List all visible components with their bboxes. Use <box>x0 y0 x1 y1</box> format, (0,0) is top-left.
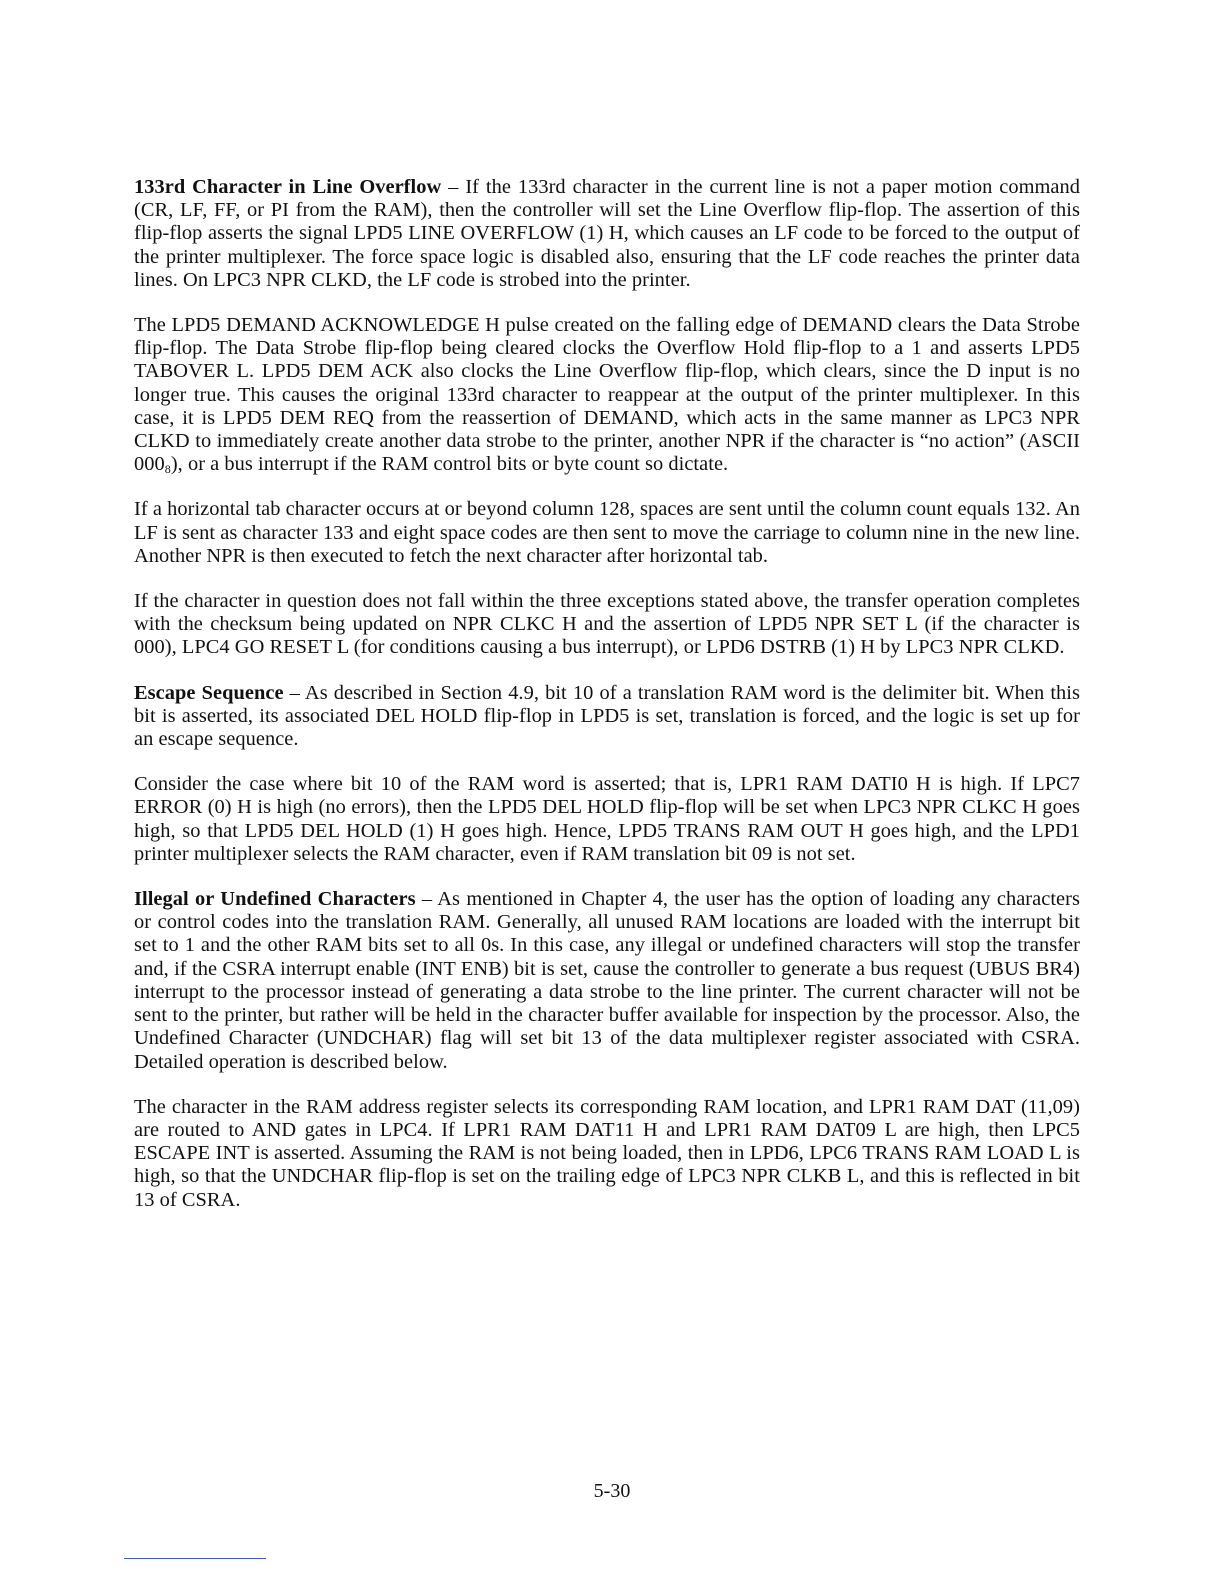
paragraph-text: If the character in question does not fall within the three exceptions stated above, the transfer operation completes with the checksum being updated on NPR CLKC H and the assertion of LPD5 NPR SET L (if the character is 000), LPC4 GO RESET L (for conditions causing a bus interrupt), or LPD6 DSTRB (1) H by LPC3 NPR CLKD. <box>134 590 1080 659</box>
page-body <box>134 176 1080 1234</box>
run-in-heading-illegal-characters: Illegal or Undefined Characters <box>134 888 416 911</box>
page-number: 5-30 <box>593 1480 631 1502</box>
paragraph-text: – If the 133rd character in the current line is not a paper motion command (CR, LF, FF, or PI from the RAM), then the controller will set the Line Overflow flip-flop. The assertion of this flip-flop asserts the signal LPD5 LINE OVERFLOW (1) H, which causes an LF code to be forced to the output of the printer multiplexer. The force space logic is disabled also, ensuring that the LF code reaches the printer data lines. On LPC3 NPR CLKD, the LF code is strobed into the printer. <box>134 176 1080 291</box>
paragraph-escape-sequence <box>134 682 1080 752</box>
paragraph-text: The character in the RAM address register selects its corresponding RAM location, and LPR1 RAM DAT (11,09) are routed to AND gates in LPC4. If LPR1 RAM DAT11 H and LPR1 RAM DAT09 L are high, then LPC5 ESCAPE INT is asserted. Assuming the RAM is not being loaded, then in LPD6, LPC6 TRANS RAM LOAD L is high, so that the UNDCHAR flip-flop is set on the trailing edge of LPC3 NPR CLKB L, and this is reflected in bit 13 of CSRA. <box>134 1095 1080 1211</box>
paragraph-ram-address-register <box>134 1096 1080 1212</box>
paragraph-text: – As mentioned in Chapter 4, the user has the option of loading any characters or control codes into the translation RAM. Generally, all unused RAM locations are loaded with the interrupt bit set to 1 and the other RAM bits set to all 0s. In this case, any illegal or undefined characters will stop the transfer and, if the CSRA interrupt enable (INT ENB) bit is set, cause the controller to generate a bus request (UBUS BR4) interrupt to the processor instead of generating a data strobe to the line printer. The current character will not be sent to the printer, but rather will be held in the character buffer available for inspection by the processor. Also, the Undefined Character (UNDCHAR) flag will set bit 13 of the data multiplexer register associated with CSRA. Detailed operation is described below. <box>134 888 1080 1073</box>
paragraph-text: – As described in Section 4.9, bit 10 of a translation RAM word is the delimiter bit. When this bit is asserted, its associated DEL HOLD flip-flop in LPD5 is set, translation is forced, and the logic is set up for an escape sequence. <box>134 681 1080 751</box>
octal-subscript: 8 <box>164 462 171 477</box>
run-in-heading-line-overflow: 133rd Character in Line Overflow <box>134 176 442 198</box>
paragraph-text: ), or a bus interrupt if the RAM control bits or byte count so dictate. <box>170 453 729 476</box>
paragraph-transfer-completion <box>134 590 1080 660</box>
paragraph-line-overflow <box>134 176 1080 292</box>
run-in-heading-escape-sequence: Escape Sequence <box>134 681 284 704</box>
paragraph-illegal-characters <box>134 888 1080 1074</box>
footer-rule <box>124 1558 266 1559</box>
paragraph-horizontal-tab <box>134 498 1080 568</box>
paragraph-demand-acknowledge <box>134 314 1080 476</box>
paragraph-bit-10-case <box>134 773 1080 866</box>
paragraph-text: If a horizontal tab character occurs at or beyond column 128, spaces are sent until the column count equals 132. An LF is sent as character 133 and eight space codes are then sent to move the carriage to column nine in the new line. Another NPR is then executed to fetch the next character after horizontal tab. <box>134 498 1080 567</box>
paragraph-text: Consider the case where bit 10 of the RAM word is asserted; that is, LPR1 RAM DATI0 H is high. If LPC7 ERROR (0) H is high (no errors), then the LPD5 DEL HOLD flip-flop will be set when LPC3 NPR CLKC H goes high, so that LPD5 DEL HOLD (1) H goes high. Hence, LPD5 TRANS RAM OUT H goes high, and the LPD1 printer multiplexer selects the RAM character, even if RAM translation bit 09 is not set. <box>134 773 1080 865</box>
paragraph-text: The LPD5 DEMAND ACKNOWLEDGE H pulse created on the falling edge of DEMAND clears the Data Strobe flip-flop. The Data Strobe flip-flop being cleared clocks the Overflow Hold flip-flop to a 1 and asserts LPD5 TABOVER L. LPD5 DEM ACK also clocks the Line Overflow flip-flop, which clears, since the D input is no longer true. This causes the original 133rd character to reappear at the output of the printer multiplexer. In this case, it is LPD5 DEM REQ from the reassertion of DEMAND, which acts in the same manner as LPC3 NPR CLKD to immediately create another data strobe to the printer, another NPR if the character is “no action” (ASCII 000 <box>134 314 1080 476</box>
